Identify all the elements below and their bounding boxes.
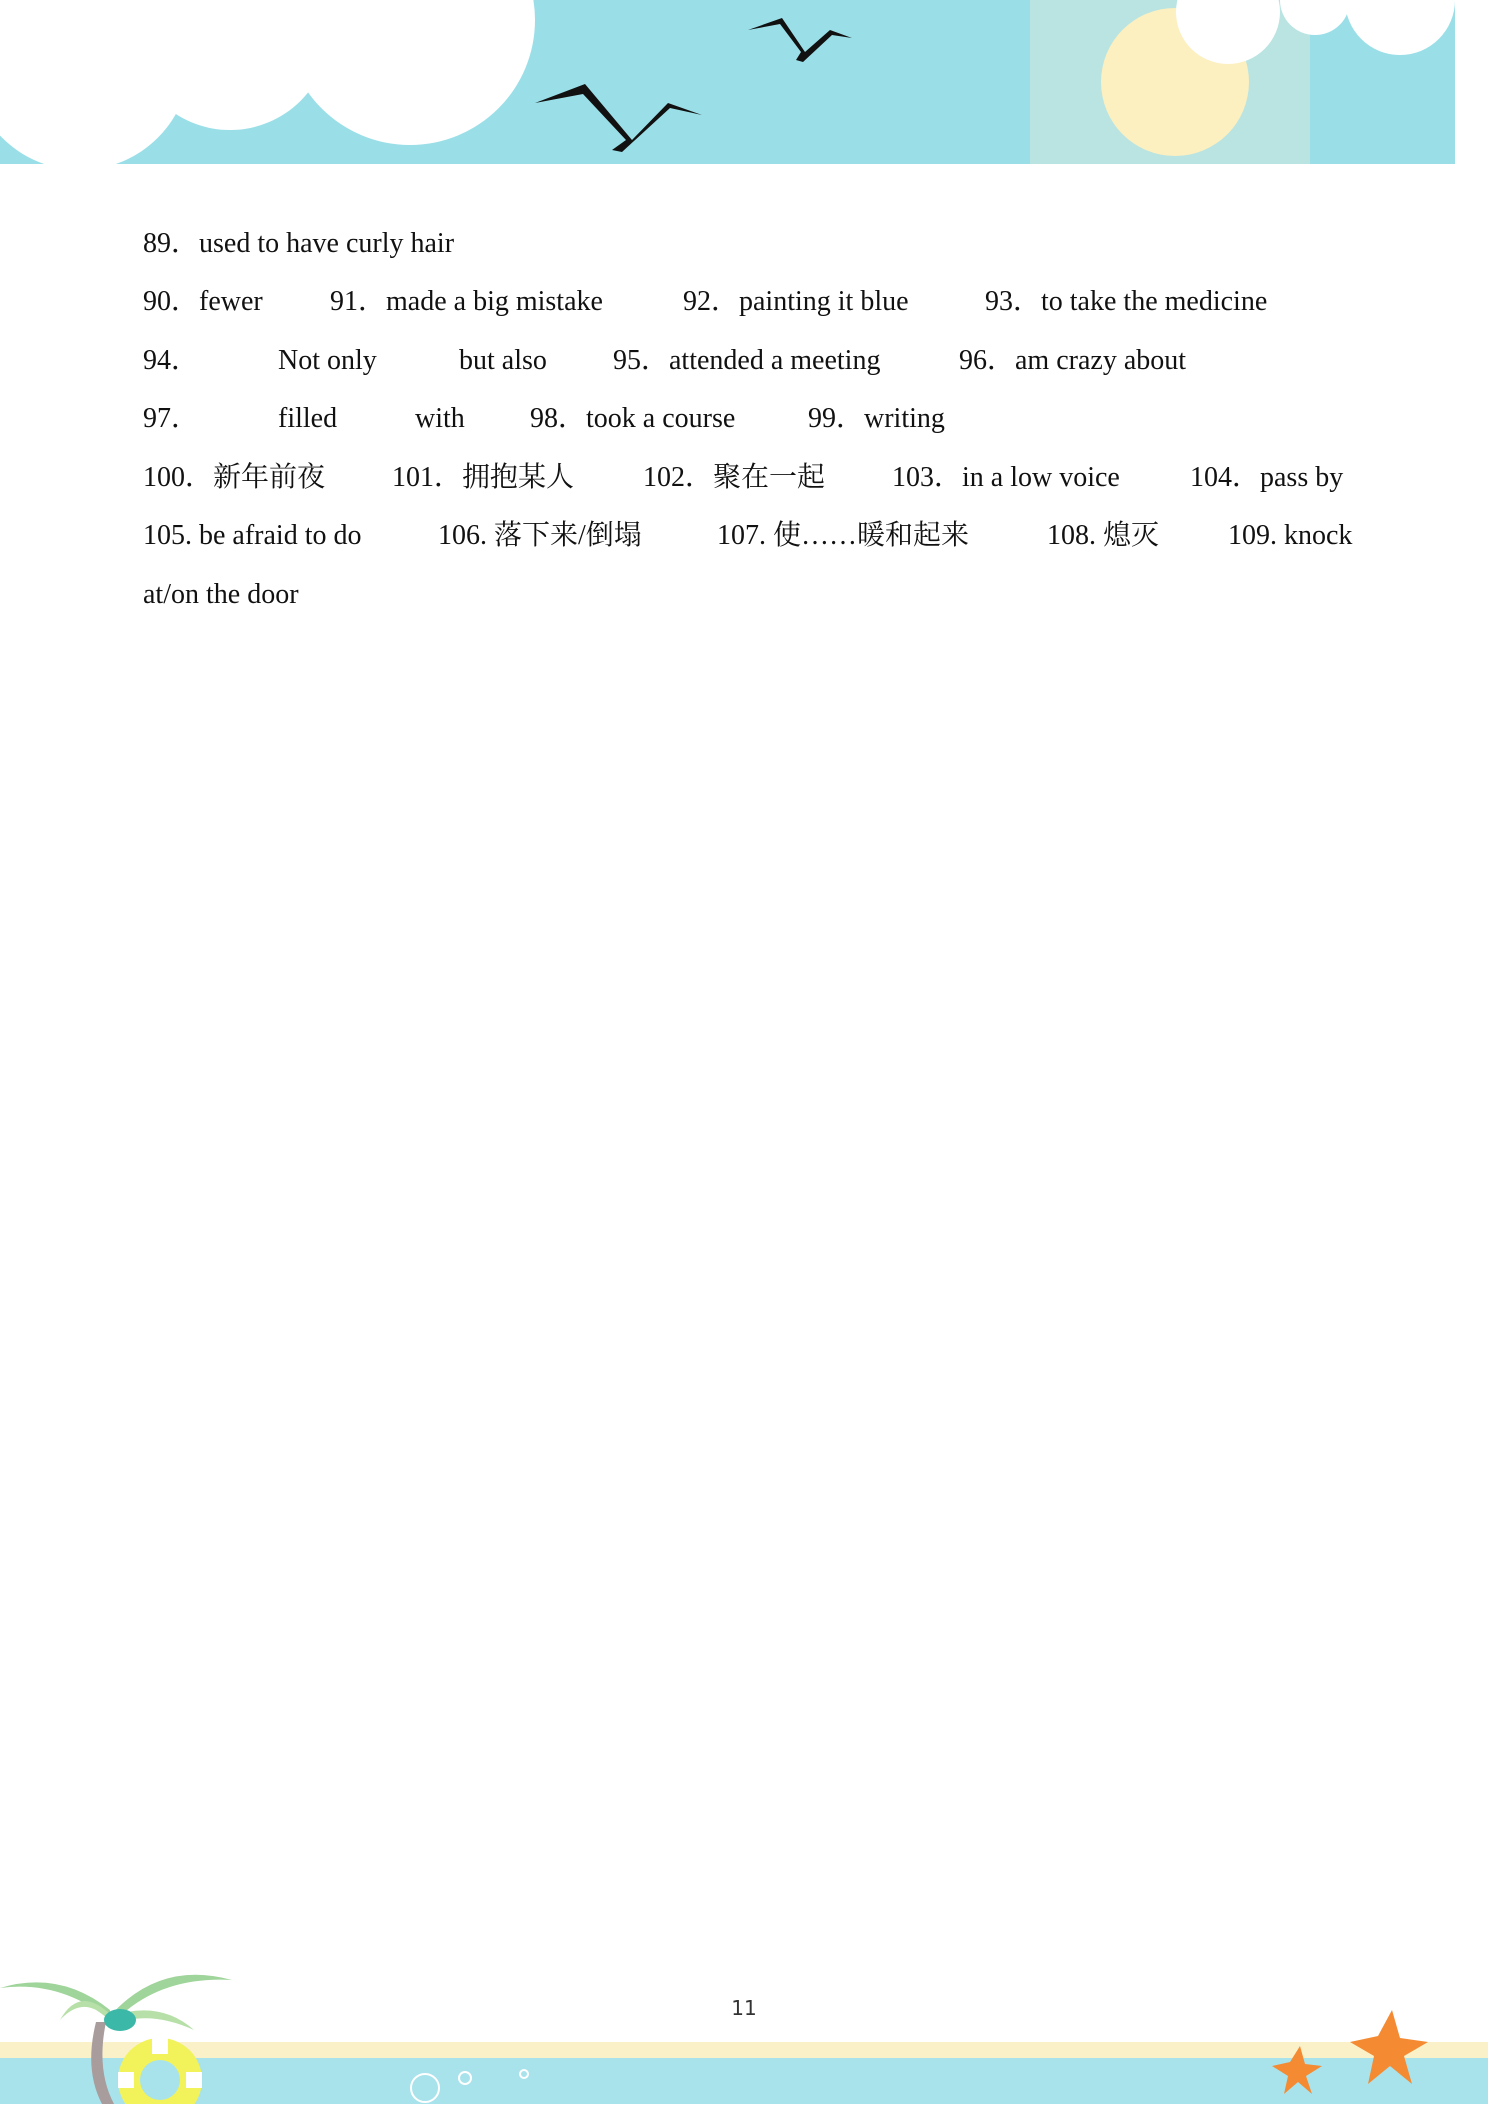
answer-94-number: 94． (143, 345, 200, 376)
answer-107: 107. 使……暖和起来 (717, 520, 970, 551)
header-decoration (0, 0, 1488, 170)
answer-98: 98．took a course (530, 403, 736, 434)
answer-93: 93．to take the medicine (985, 286, 1268, 317)
answer-92: 92．painting it blue (683, 286, 909, 317)
answer-90: 90．fewer (143, 286, 263, 317)
answer-91: 91．made a big mistake (330, 286, 603, 317)
footer-decoration (0, 1920, 1488, 2104)
answer-104: 104．pass by (1190, 462, 1344, 493)
answer-103: 103．in a low voice (892, 462, 1120, 493)
answer-96: 96．am crazy about (959, 345, 1187, 376)
answer-97-number: 97． (143, 403, 200, 434)
answer-99: 99．writing (808, 403, 945, 434)
answer-109: 109. knock (1228, 520, 1353, 551)
answer-95: 95．attended a meeting (613, 345, 881, 376)
answer-108: 108. 熄灭 (1047, 520, 1160, 551)
answer-102: 102．聚在一起 (643, 462, 826, 493)
answer-109-continued: at/on the door (143, 579, 299, 610)
answer-105: 105. be afraid to do (143, 520, 362, 551)
answer-89: 89．used to have curly hair (143, 228, 455, 259)
answer-101: 101．拥抱某人 (392, 462, 575, 493)
page-number: 11 (731, 1996, 757, 2020)
answer-106: 106. 落下来/倒塌 (438, 520, 642, 551)
answer-97-part-1: filled (278, 403, 338, 434)
answer-94-part-2: but also (459, 345, 547, 376)
answer-100: 100．新年前夜 (143, 462, 326, 493)
answer-94-part-1: Not only (278, 345, 377, 376)
answer-97-part-2: with (415, 403, 465, 434)
